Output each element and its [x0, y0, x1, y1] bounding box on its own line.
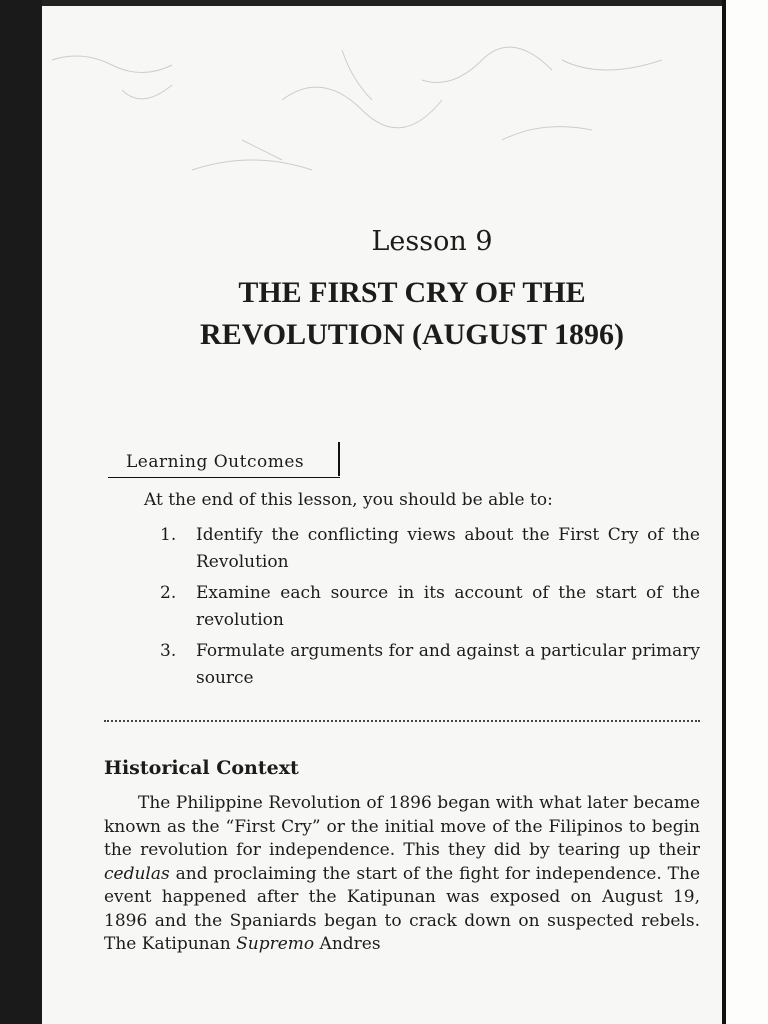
scan-top-edge: [42, 0, 722, 6]
historical-context-paragraph: [104, 792, 700, 957]
list-item: [160, 638, 700, 692]
lesson-title: [42, 272, 722, 356]
heading-rule-horizontal: [108, 477, 340, 479]
term-supremo: Supremo: [236, 934, 315, 954]
paragraph-text-1: The Philippine Revolution of 1896 began with what later became known as the “First Cry” or the initial move of the Filipinos to begin the revolution for independence. This they did by tearing up their: [104, 793, 700, 860]
learning-outcomes-heading: Learning Outcomes: [126, 452, 305, 472]
lesson-title-line-2: REVOLUTION (AUGUST 1896): [200, 318, 624, 351]
list-item: [160, 580, 700, 634]
learning-outcomes-list: [160, 522, 700, 696]
list-item-number: 2.: [160, 583, 177, 603]
list-item-number: 1.: [160, 525, 177, 545]
page-binding-edge: [722, 0, 726, 1024]
list-item: [160, 522, 700, 576]
lesson-number: Lesson 9: [371, 226, 493, 257]
list-item-number: 3.: [160, 641, 177, 661]
dotted-divider: [104, 720, 700, 722]
list-item-text: Examine each source in its account of the start of the revolution: [196, 583, 700, 630]
list-item-text: Formulate arguments for and against a particular primary source: [196, 641, 700, 688]
faded-scribble-marks: [42, 20, 722, 220]
lesson-title-line-1: THE FIRST CRY OF THE: [238, 276, 586, 309]
term-cedulas: cedulas: [104, 863, 170, 884]
paragraph-text-3: Andres: [314, 934, 381, 954]
list-item-text: Identify the conflicting views about the First Cry of the Revolution: [196, 525, 700, 572]
historical-context-heading: Historical Context: [104, 757, 299, 779]
learning-outcomes-intro: At the end of this lesson, you should be able to:: [144, 490, 553, 510]
learning-outcomes-heading-box: [108, 440, 340, 478]
paragraph-text-2: and proclaiming the start of the fight for independence. The event happened after the Katipunan was exposed on August 19, 1896 and the Spaniards began to crack down on suspected rebels. The Katipunan: [104, 863, 700, 954]
scan-right-margin: [722, 0, 768, 1024]
document-page: [42, 0, 722, 1024]
heading-rule-vertical: [338, 442, 340, 476]
